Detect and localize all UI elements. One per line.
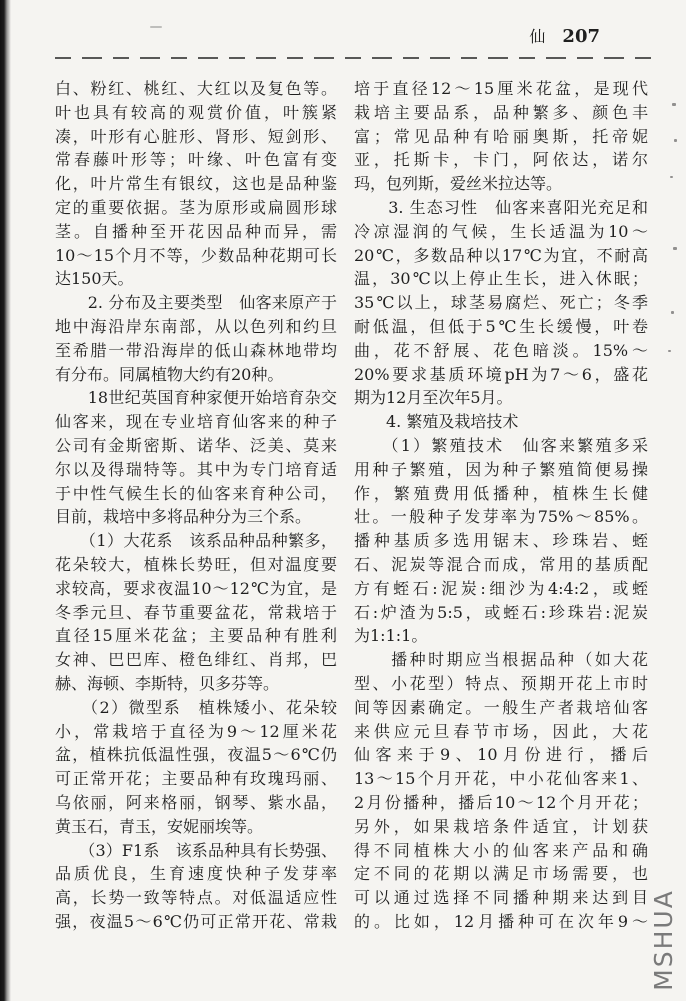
text-line: 地中海沿岸东南部，从以色列和约旦 <box>55 316 337 336</box>
watermark-text: MSHUA <box>649 889 678 991</box>
text-line: 茎。自播种至开花因品种而异，需 <box>55 221 337 241</box>
text-column-left <box>55 77 337 934</box>
text-line: 白、粉红、桃红、大红以及复色等。 <box>55 79 337 98</box>
text-column-right <box>354 77 648 934</box>
text-line: 另外，如果栽培条件适宜，计划获 <box>354 816 648 836</box>
text-line: 4. 繁殖及栽培技术 <box>354 412 519 432</box>
text-line: 13～15个月开花，中小花仙客来1、 <box>354 769 648 789</box>
text-line: 尔以及得瑞特等。其中为专门培育适 <box>55 459 337 479</box>
text-line: 播种基质多选用锯末、珍珠岩、蛭 <box>354 531 648 551</box>
text-line: 品质优良，生育速度快种子发芽率 <box>55 864 337 884</box>
text-line: 可以通过选择不同播种期来达到目 <box>354 888 648 908</box>
text-line: 壮。一般种子发芽率为75%～85%。 <box>354 507 648 527</box>
text-line: （1）繁殖技术 仙客来繁殖多采 <box>354 435 648 455</box>
text-line: 播种时期应当根据品种（如大花 <box>354 650 648 670</box>
text-line: 小，常栽培于直径为9～12厘米花 <box>55 721 337 741</box>
text-line: 2. 分布及主要类型 仙客来原产于 <box>55 293 337 313</box>
text-line: 花朵较大，植株长势旺，但对温度要 <box>55 554 337 574</box>
text-line: 型、小花型）特点、预期开花上市时 <box>354 673 648 693</box>
text-line: 石:炉渣为5:5，或蛭石:珍珠岩:泥炭 <box>354 602 648 622</box>
text-line: （3）F1系 该系品种具有长势强、 <box>55 840 337 860</box>
text-line: 常春藤叶形等；叶缘、叶色富有变 <box>55 150 337 170</box>
page-spine-shadow <box>0 0 11 1001</box>
text-line: 栽培主要品系，品种繁多、颜色丰 <box>354 102 648 122</box>
text-line: 求较高，要求夜温10～12℃为宜，是 <box>55 578 337 598</box>
text-line: 3. 生态习性 仙客来喜阳光充足和 <box>354 197 648 217</box>
page-header <box>0 24 600 47</box>
scan-speck <box>670 176 673 178</box>
text-line: 作，繁殖费用低播种，植株生长健 <box>354 483 648 503</box>
text-line: 有分布。同属植物大约有20种。 <box>55 364 284 384</box>
text-line: 定不同的花期以满足市场需要，也 <box>354 864 648 884</box>
text-line: 至希腊一带沿海岸的低山森林地带均 <box>55 340 337 360</box>
header-page-number: 207 <box>562 26 600 47</box>
text-line: 直径15厘米花盆；主要品种有胜利 <box>55 626 337 646</box>
scan-speck <box>150 26 162 28</box>
scan-speck <box>672 103 676 106</box>
text-line: 强，夜温5～6℃仍可正常开花、常栽 <box>55 911 337 931</box>
text-line: 亚，托斯卡，卡门，阿依达，诺尔 <box>354 150 648 170</box>
text-line: 间等因素确定。一般生产者栽培仙客 <box>354 697 648 717</box>
text-line: 富；常见品种有哈丽奥斯，托帝妮 <box>354 126 648 146</box>
text-line: 女神、巴巴库、橙色绯红、肖邦，巴 <box>55 650 337 670</box>
text-line: 来供应元旦春节市场，因此，大花 <box>354 721 648 741</box>
text-line: 培于直径12～15厘米花盆，是现代 <box>354 79 648 98</box>
scan-speck <box>668 350 671 352</box>
text-line: 盆，植株抗低温性强，夜温5～6℃仍 <box>55 745 337 765</box>
text-line: 20℃，多数品种以17℃为宜，不耐高 <box>354 245 648 265</box>
text-line: 方有蛭石:泥炭:细沙为4:4:2，或蛭 <box>354 578 648 598</box>
scan-speck <box>671 311 674 314</box>
text-line: 黄玉石，青玉，安妮丽埃等。 <box>55 816 264 836</box>
text-line: 期为12月至次年5月。 <box>354 388 513 408</box>
text-line: （1）大花系 该系品种品种繁多， <box>55 531 337 551</box>
text-line: 耐低温，但低于5℃生长缓慢，叶卷 <box>354 316 648 336</box>
text-line: 冷凉湿润的气候，生长适温为10～ <box>354 221 648 241</box>
text-line: 石、泥炭等混合而成，常用的基质配 <box>354 554 648 574</box>
text-line: 目前，栽培中多将品种分为三个系。 <box>55 507 312 527</box>
text-line: 定的重要依据。茎为原形或扁圆形球 <box>55 197 337 217</box>
text-line: 仙客来于9、10月份进行，播后 <box>354 745 648 765</box>
text-line: 10～15个月不等，少数品种花期可长 <box>55 245 337 265</box>
text-line: 叶也具有较高的观赏价值，叶簇紧 <box>55 102 337 122</box>
text-line: 凑，叶形有心脏形、肾形、短剑形、 <box>55 126 337 146</box>
text-line: 冬季元旦、春节重要盆花，常栽培于 <box>55 602 337 622</box>
text-line: 高，长势一致等特点。对低温适应性 <box>55 888 337 908</box>
text-line: 的。比如，12月播种可在次年9～ <box>354 911 648 931</box>
text-line: 乌依丽，阿来格丽，钢琴、紫水晶， <box>55 792 337 812</box>
text-line: 可正常开花；主要品种有玫瑰玛丽、 <box>55 769 337 789</box>
text-line: 18世纪英国育种家便开始培育杂交 <box>55 388 337 408</box>
text-line: 化，叶片常生有银纹，这也是品种鉴 <box>55 174 337 194</box>
scan-speck <box>674 139 677 142</box>
header-rule <box>55 57 661 59</box>
text-line: 用种子繁殖，因为种子繁殖简便易操 <box>354 459 648 479</box>
text-line: 赫、海顿、李斯特，贝多芬等。 <box>55 673 280 693</box>
text-line: 温，30℃以上停止生长，进入休眠； <box>354 269 648 289</box>
text-line: （2）微型系 植株矮小、花朵较 <box>55 697 337 717</box>
text-line: 20%要求基质环境pH为7～6，盛花 <box>354 364 648 384</box>
text-line: 35℃以上，球茎易腐烂、死亡；冬季 <box>354 293 648 313</box>
text-line: 公司有金斯密斯、诺华、泛美、莫来 <box>55 435 337 455</box>
text-line: 玛，包列斯，爱丝米拉达等。 <box>354 174 563 194</box>
text-line: 仙客来，现在专业培育仙客来的种子 <box>55 412 337 432</box>
header-section-title: 仙 <box>529 27 547 46</box>
text-line: 达150天。 <box>55 269 134 289</box>
text-line: 得不同植株大小的仙客来产品和确 <box>354 840 648 860</box>
text-line: 曲，花不舒展、花色暗淡。15%～ <box>354 340 648 360</box>
scan-speck <box>673 247 677 250</box>
text-line: 为1:1:1。 <box>354 626 428 646</box>
text-line: 2月份播种，播后10～12个月开花； <box>354 792 648 812</box>
text-line: 于中性气候生长的仙客来育种公司， <box>55 483 337 503</box>
